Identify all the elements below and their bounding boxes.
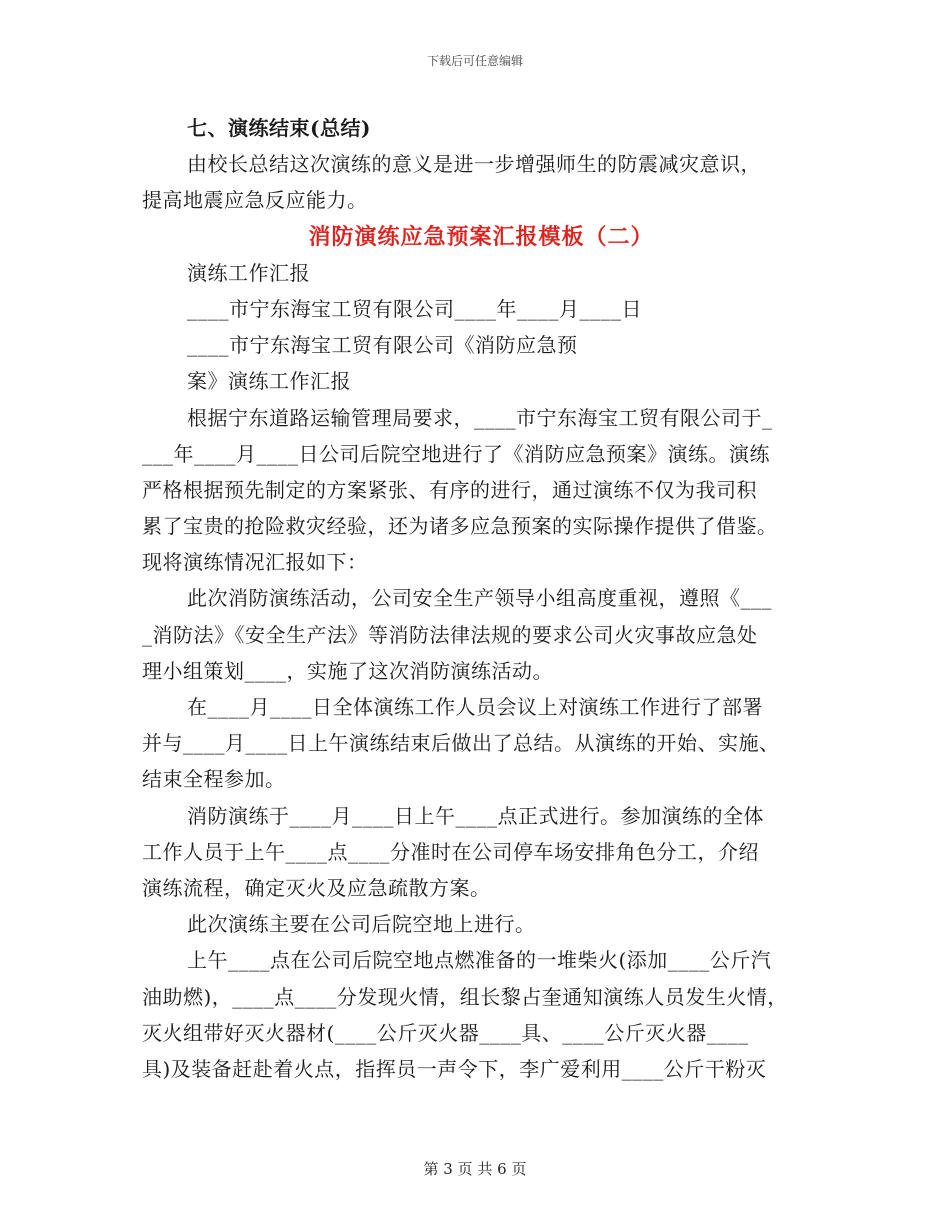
- paragraph-line: 灭火组带好灭火器材(____公斤灭火器____具、____公斤灭火器____: [142, 1020, 749, 1045]
- document-body: [142, 110, 808, 1087]
- paragraph-line: 根据宁东道路运输管理局要求，____市宁东海宝工贸有限公司于_: [187, 405, 773, 430]
- paragraph-line: ___年____月____日公司后院空地进行了《消防应急预案》演练。演练: [142, 441, 770, 466]
- paragraph-line: 在____月____日全体演练工作人员会议上对演练工作进行了部署: [187, 695, 763, 719]
- page-footer: 第 3 页 共 6 页: [423, 1160, 527, 1178]
- paragraph-line: 上午____点在公司后院空地点燃准备的一堆柴火(添加____公斤汽: [187, 948, 772, 973]
- paragraph-line: 演练工作汇报: [187, 260, 310, 285]
- document-title: 消防演练应急预案汇报模板（二）: [308, 223, 654, 250]
- paragraph-line: 具)及装备赶赴着火点，指挥员一声令下，李广爱利用____公斤干粉灭: [142, 1056, 767, 1081]
- paragraph-line: 并与____月____日上午演练结束后做出了总结。从演练的开始、实施、: [142, 731, 780, 756]
- paragraph-line: 工作人员于上午____点____分准时在公司停车场安排角色分工，介绍: [142, 839, 759, 864]
- page-header: 下载后可任意编辑: [426, 54, 523, 68]
- paragraph-line: 理小组策划____，实施了这次消防演练活动。: [142, 658, 553, 683]
- paragraph-line: 结束全程参加。: [142, 767, 286, 792]
- paragraph-line: 此次演练主要在公司后院空地上进行。: [187, 912, 536, 937]
- paragraph-line: 消防演练于____月____日上午____点正式进行。参加演练的全体: [187, 803, 764, 828]
- paragraph-line: 现将演练情况汇报如下：: [142, 550, 368, 575]
- paragraph-line: ____市宁东海宝工贸有限公司____年____月____日: [187, 296, 642, 321]
- paragraph-line: 油助燃)，____点____分发现火情，组长黎占奎通知演练人员发生火情，: [142, 984, 788, 1009]
- paragraph-line: _消防法》《安全生产法》等消防法律法规的要求公司火灾事故应急处: [142, 622, 758, 647]
- paragraph-line: 案》演练工作汇报: [187, 369, 351, 394]
- paragraph-line: 演练流程，确定灭火及应急疏散方案。: [142, 875, 491, 900]
- paragraph-line: 由校长总结这次演练的意义是进一步增强师生的防震减灾意识，: [187, 152, 761, 177]
- paragraph-line: 严格根据预先制定的方案紧张、有序的进行，通过演练不仅为我司积: [142, 477, 757, 502]
- paragraph-line: 此次消防演练活动，公司安全生产领导小组高度重视，遵照《___: [187, 586, 772, 611]
- paragraph-line: 提高地震应急反应能力。: [142, 188, 368, 213]
- paragraph-line: ____市宁东海宝工贸有限公司《消防应急预: [187, 333, 578, 358]
- paragraph-line: 累了宝贵的抢险救灾经验，还为诸多应急预案的实际操作提供了借鉴。: [142, 514, 778, 539]
- section-heading: 七、演练结束(总结): [187, 116, 371, 140]
